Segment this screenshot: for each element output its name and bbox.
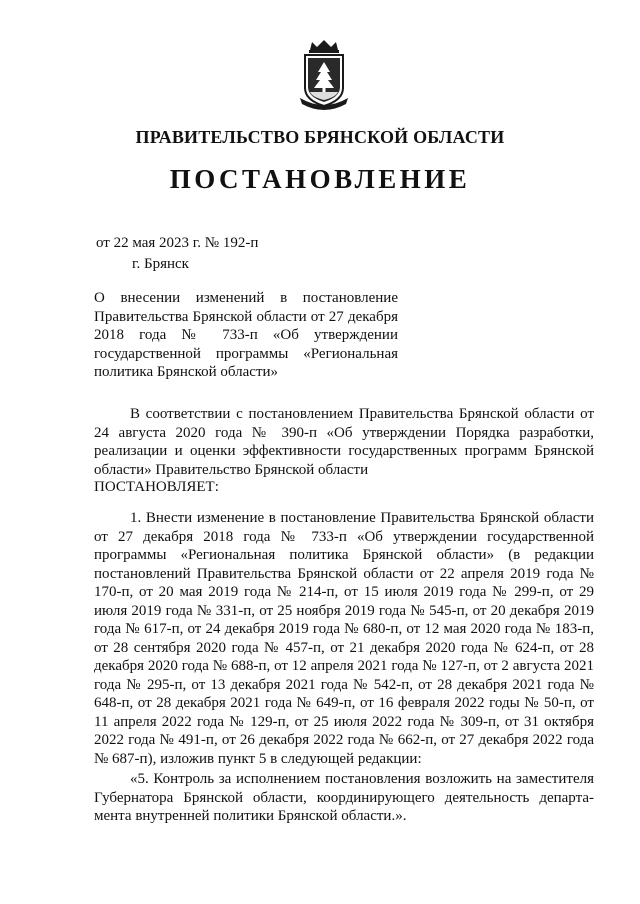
subject-line: О внесении изменений в постановление: [94, 290, 398, 306]
subject-line: политика Брянской области»: [94, 364, 279, 380]
bryansk-coat-of-arms-icon: [296, 40, 352, 112]
clause-1-paragraph: 1. Внести изменение в постановление Правительства Брянской области от 27 декабря 2018 года № 733-п «Об утверждении государственной программы «Региональная политика Брянской области» (в редакции постановлений Правительства Брянской области от 22 апреля 2019 года № 170-п, от 20 мая 2019 года № 214-п, от 15 июля 2019 года № 299-п, от 29 июля 2019 года № 331-п, от 25 ноября 2019 года № 545-п, от 20 декабря 2019 года № 617-п, от 24 декабря 2019 года № 680-п, от 12 мая 2020 года № 183-п, от 28 сентября 2020 года № 457-п, от 21 декабря 2020 года № 624-п, от 28 декабря 2020 года № 688-п, от 12 апреля 2021 года № 127-п, от 2 августа 2021 года № 295-п, от 13 декабря 2021 года № 542-п, от 28 декабря 2021 года № 648-п, от 28 декабря 2021 года № 649-п, от 16 февраля 2022 годы № 50-п, от 11 апреля 2022 года № 129-п, от 25 июля 2022 года № 309-п, от 31 октября 2022 года № 491-п, от 26 декабря 2022 года № 662-п, от 27 декабря 2022 года № 687-п), изложив пункт 5 в следующей редакции:: [94, 510, 594, 767]
document-subject: [94, 289, 398, 382]
place-of-issue: г. Брянск: [132, 256, 189, 272]
preamble-paragraph: В соответствии с постановлением Правительства Брянской области от 24 августа 2020 года № 390-п «Об утверждении Порядка разработки, реализации и оценки эффективности государственных программ Брянской области» Правительство Брянской области: [94, 406, 594, 478]
resolve-heading: ПОСТАНОВЛЯЕТ:: [94, 479, 219, 495]
document-type-heading: ПОСТАНОВЛЕНИЕ: [169, 164, 471, 194]
date-and-number: от 22 мая 2023 г. № 192-п: [96, 235, 259, 251]
subject-line: 2018 года № 733-п «Об утверждении: [94, 327, 398, 343]
clause-5-new-wording: «5. Контроль за исполнением постановления возложить на заместителя Губернатора Брянской области, координирующего деятельность департа-мента внутренней политики Брянской области.».: [94, 771, 594, 824]
subject-line: государственной программы «Региональная: [94, 345, 398, 362]
subject-line: Правительства Брянской области от 27 декабря: [94, 308, 398, 325]
organization-title: ПРАВИТЕЛЬСТВО БРЯНСКОЙ ОБЛАСТИ: [135, 127, 505, 147]
